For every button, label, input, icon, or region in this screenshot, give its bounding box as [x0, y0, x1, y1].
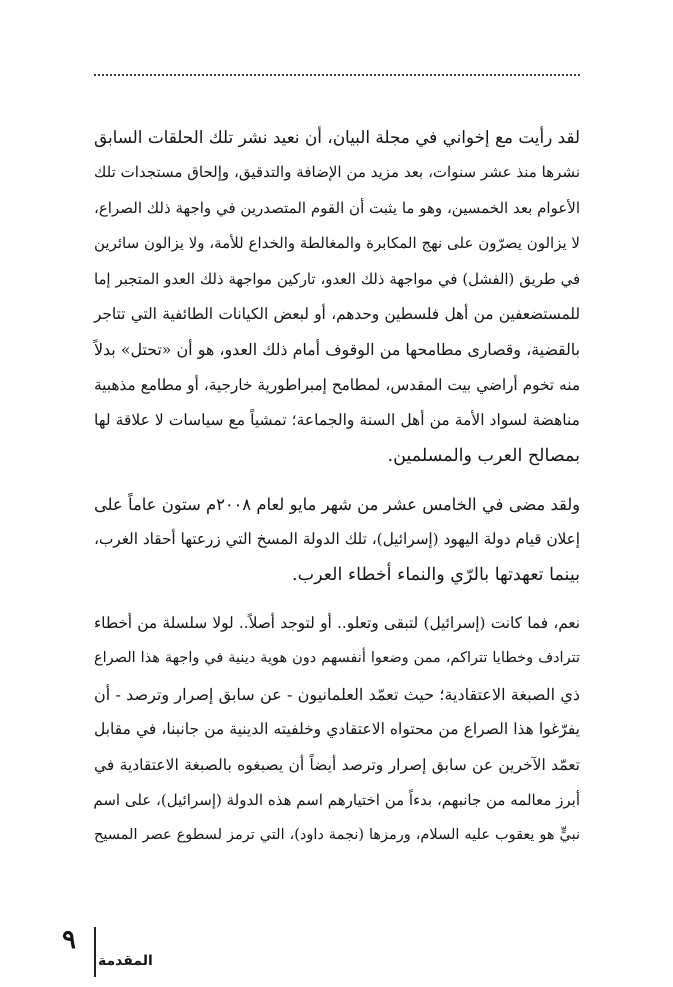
- text-line: ذي الصبغة الاعتقادية؛ حيث تعمّد العلمانيون - عن سابق إصرار وترصد - أن: [94, 684, 580, 704]
- text-line: نعم، فما كانت (إسرائيل) لتبقى وتعلو.. أو لتوجد أصلاً.. لولا سلسلة من أخطاء: [94, 614, 580, 633]
- text-line: نشرها منذ عشر سنوات، بعد مزيد من الإضافة والتدقيق، وإلحاق مستجدات تلك: [94, 163, 580, 182]
- text-line: أبرز معالمه من جانبهم، بدءاً من اختيارهم اسم هذه الدولة (إسرائيل)، على اسم: [93, 791, 580, 810]
- text-line: إعلان قيام دولة اليهود (إسرائيل)، تلك الدولة المسخ التي زرعتها أحقاد الغرب،: [94, 530, 580, 549]
- text-line: في طريق (الفشل) في مواجهة ذلك العدو، تاركين مواجهة ذلك العدو المتجبر إما: [94, 270, 580, 288]
- text-line: تترادف وخطايا تتراكم، ممن وضعوا أنفسهم دون هوية دينية في واجهة هذا الصراع: [94, 650, 580, 667]
- section-title: المقدمة: [98, 953, 153, 969]
- text-line: لا يزالون يصرّون على نهج المكابرة والمغالطة والخداع للأمة، ولا يزالون سائرين: [94, 234, 580, 253]
- text-line: نبيٍّ هو يعقوب عليه السلام، ورمزها (نجمة داود)، التي ترمز لسطوع عصر المسيح: [94, 827, 580, 844]
- text-line: يفرّغوا هذا الصراع من محتواه الاعتقادي وخلفيته الدينية من جانبنا، في مقابل: [94, 720, 580, 739]
- text-line: للمستضعفين من أهل فلسطين وحدهم، أو لبعض الكيانات الطائفية التي تتاجر: [94, 304, 580, 323]
- body-text: [94, 120, 580, 854]
- paragraph-1: [94, 120, 580, 474]
- header-dotted-rule: [94, 74, 580, 76]
- paragraph-3: [94, 606, 580, 854]
- paragraph-2: [94, 487, 580, 593]
- text-line: مناهضة لسواد الأمة من أهل السنة والجماعة؛ تمشياً مع سياسات لا علاقة لها: [94, 411, 580, 430]
- text-line: بالقضية، وقصارى مطامحها من الوقوف أمام ذلك العدو، هو أن «تحتل» بدلاً: [94, 340, 580, 360]
- page-footer: [60, 925, 180, 985]
- text-line: منه تخوم أراضي بيت المقدس، لمطامح إمبراطورية خارجية، أو مطامع مذهبية: [94, 375, 580, 394]
- text-line: بينما تعهدتها بالرّي والنماء أخطاء العرب.: [292, 564, 580, 585]
- text-line: الأعوام بعد الخمسين، وهو ما يثبت أن القوم المتصدرين في واجهة ذلك الصراع،: [94, 198, 580, 217]
- page-number: ٩: [62, 925, 76, 955]
- text-line: ولقد مضى في الخامس عشر من شهر مايو لعام ٢٠٠٨م ستون عاماً على: [94, 494, 580, 514]
- text-line: بمصالح العرب والمسلمين.: [387, 445, 580, 466]
- text-line: تعمّد الآخرين عن سابق إصرار وترصد أيضاً أن يصبغوه بالصبغة الاعتقادية في: [94, 755, 580, 774]
- text-line: لقد رأيت مع إخواني في مجلة البيان، أن نعيد نشر تلك الحلقات السابق: [94, 127, 580, 147]
- footer-divider: [94, 927, 96, 977]
